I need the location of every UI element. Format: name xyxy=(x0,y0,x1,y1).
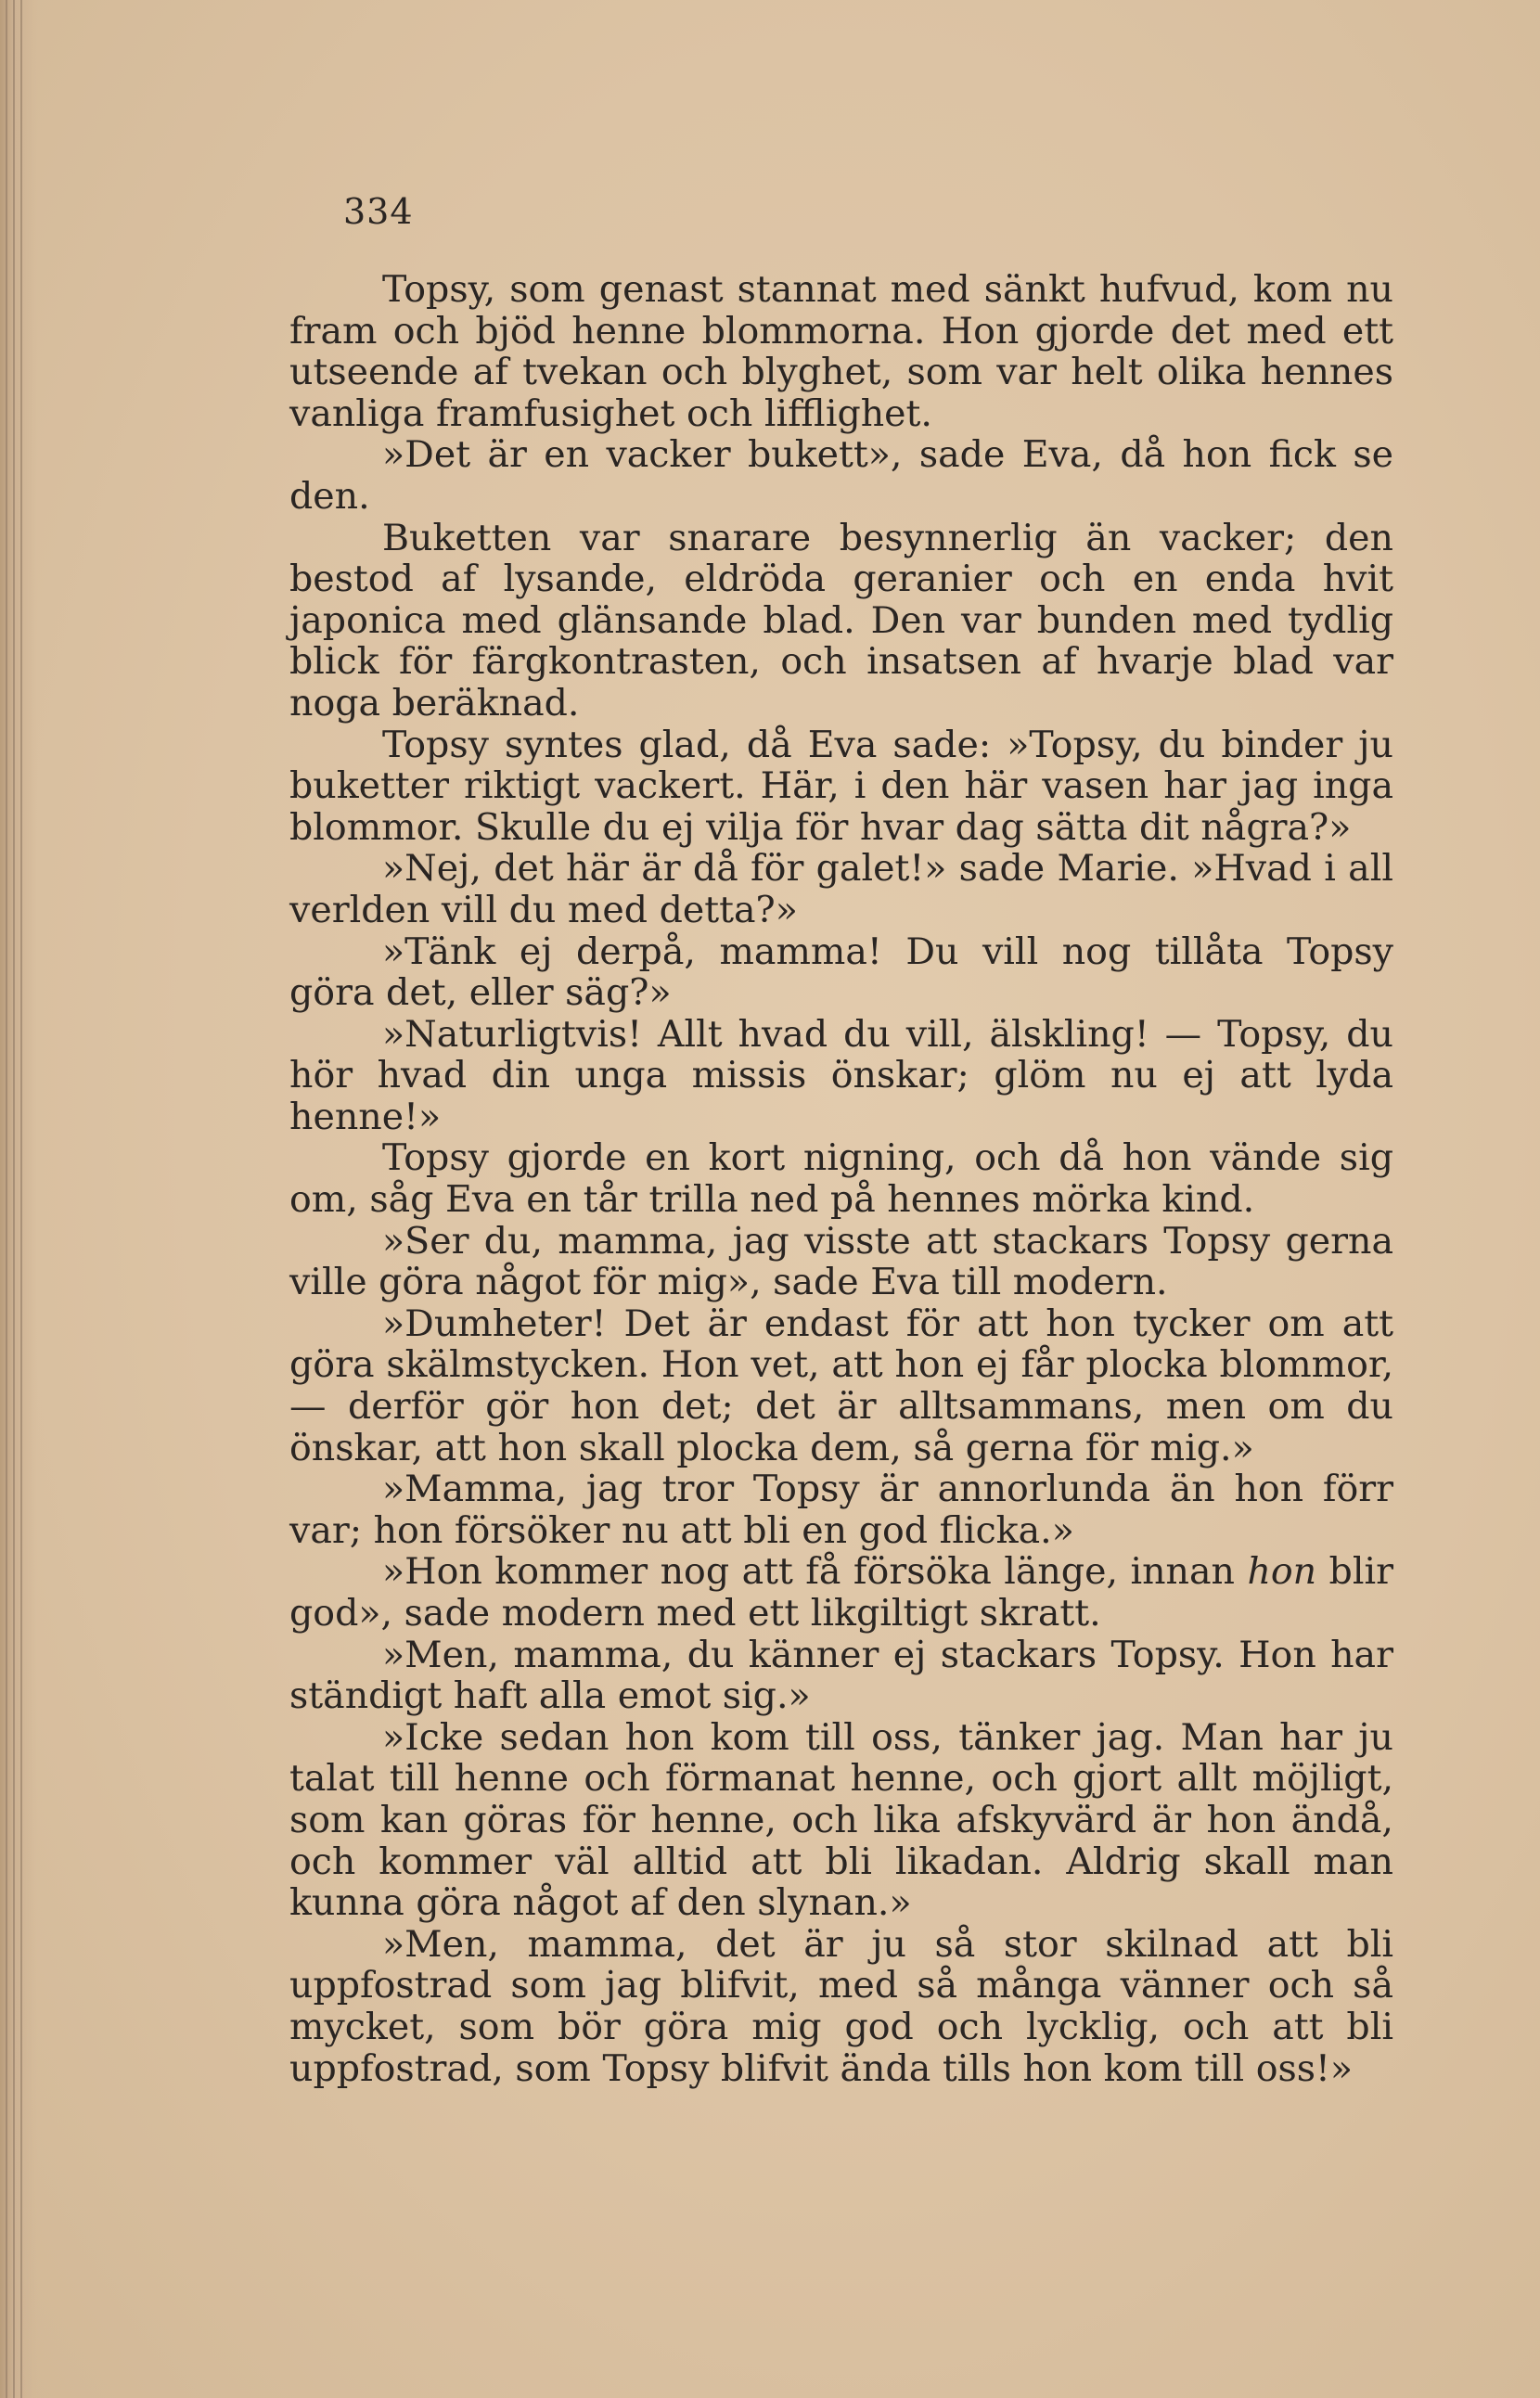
paragraph: »Det är en vacker bukett», sade Eva, då hon fick se den. xyxy=(289,433,1393,518)
paragraph: Buketten var snarare besynnerlig än vacker; den bestod af lysande, eldröda geranier och en enda hvit japonica med glänsande blad. Den var bunden med tydlig blick för färgkontrasten, och insatsen af hvarje blad var noga beräknad. xyxy=(289,516,1393,725)
paragraph: »Tänk ej derpå, mamma! Du vill nog tillåta Topsy göra det, eller säg?» xyxy=(289,930,1393,1015)
gutter-line xyxy=(6,0,7,2398)
body-text xyxy=(289,269,1393,2089)
paragraph: Topsy gjorde en kort nigning, och då hon vände sig om, såg Eva en tår trilla ned på hennes mörka kind. xyxy=(289,1136,1393,1222)
paragraph-text: blir god», sade modern med ett likgiltigt skratt. xyxy=(289,1550,1393,1635)
page-number: 334 xyxy=(343,191,414,232)
paragraph: »Mamma, jag tror Topsy är annorlunda än hon förr var; hon försöker nu att bli en god flicka.» xyxy=(289,1468,1393,1552)
italic-word: hon xyxy=(1247,1550,1317,1594)
paragraph-text: »Hon kommer nog att få försöka länge, innan xyxy=(382,1550,1248,1594)
gutter-line xyxy=(13,0,15,2398)
paragraph: »Ser du, mamma, jag visste att stackars Topsy gerna ville göra något för mig», sade Eva till modern. xyxy=(289,1219,1393,1304)
paragraph: Topsy, som genast stannat med sänkt hufvud, kom nu fram och bjöd henne blommorna. Hon gjorde det med ett utseende af tvekan och blyghet, som var helt olika hennes vanliga framfusighet och lifflighet. xyxy=(289,268,1393,435)
paragraph: »Men, mamma, du känner ej stackars Topsy. Hon har ständigt haft alla emot sig.» xyxy=(289,1633,1393,1718)
gutter-line xyxy=(20,0,22,2398)
paragraph: Topsy syntes glad, då Eva sade: »Topsy, du binder ju buketter riktigt vackert. Här, i den här vasen har jag inga blommor. Skulle du ej vilja för hvar dag sätta dit några?» xyxy=(289,723,1393,849)
paragraph: »Men, mamma, det är ju så stor skilnad att bli uppfostrad som jag blifvit, med så många vänner och så mycket, som bör göra mig god och lycklig, och att bli uppfostrad, som Topsy blifvit ända tills hon kom till oss!» xyxy=(289,1922,1393,2090)
page-gutter xyxy=(0,0,37,2398)
paragraph xyxy=(289,1551,1393,1634)
paragraph: »Naturligtvis! Allt hvad du vill, älskling! — Topsy, du hör hvad din unga missis önskar; glöm nu ej att lyda henne!» xyxy=(289,1012,1393,1138)
paragraph: »Dumheter! Det är endast för att hon tycker om att göra skälmstycken. Hon vet, att hon ej får plocka blommor, — derför gör hon det; det är alltsammans, men om du önskar, att hon skall plocka dem, så gerna för mig.» xyxy=(289,1302,1393,1469)
paragraph: »Icke sedan hon kom till oss, tänker jag. Man har ju talat till henne och förmanat henne, och gjort allt möjligt, som kan göras för henne, och lika afskyvärd är hon ändå, och kommer väl alltid att bli likadan. Aldrig skall man kunna göra något af den slynan.» xyxy=(289,1715,1393,1925)
paragraph: »Nej, det här är då för galet!» sade Marie. »Hvad i all verlden vill du med detta?» xyxy=(289,847,1393,931)
